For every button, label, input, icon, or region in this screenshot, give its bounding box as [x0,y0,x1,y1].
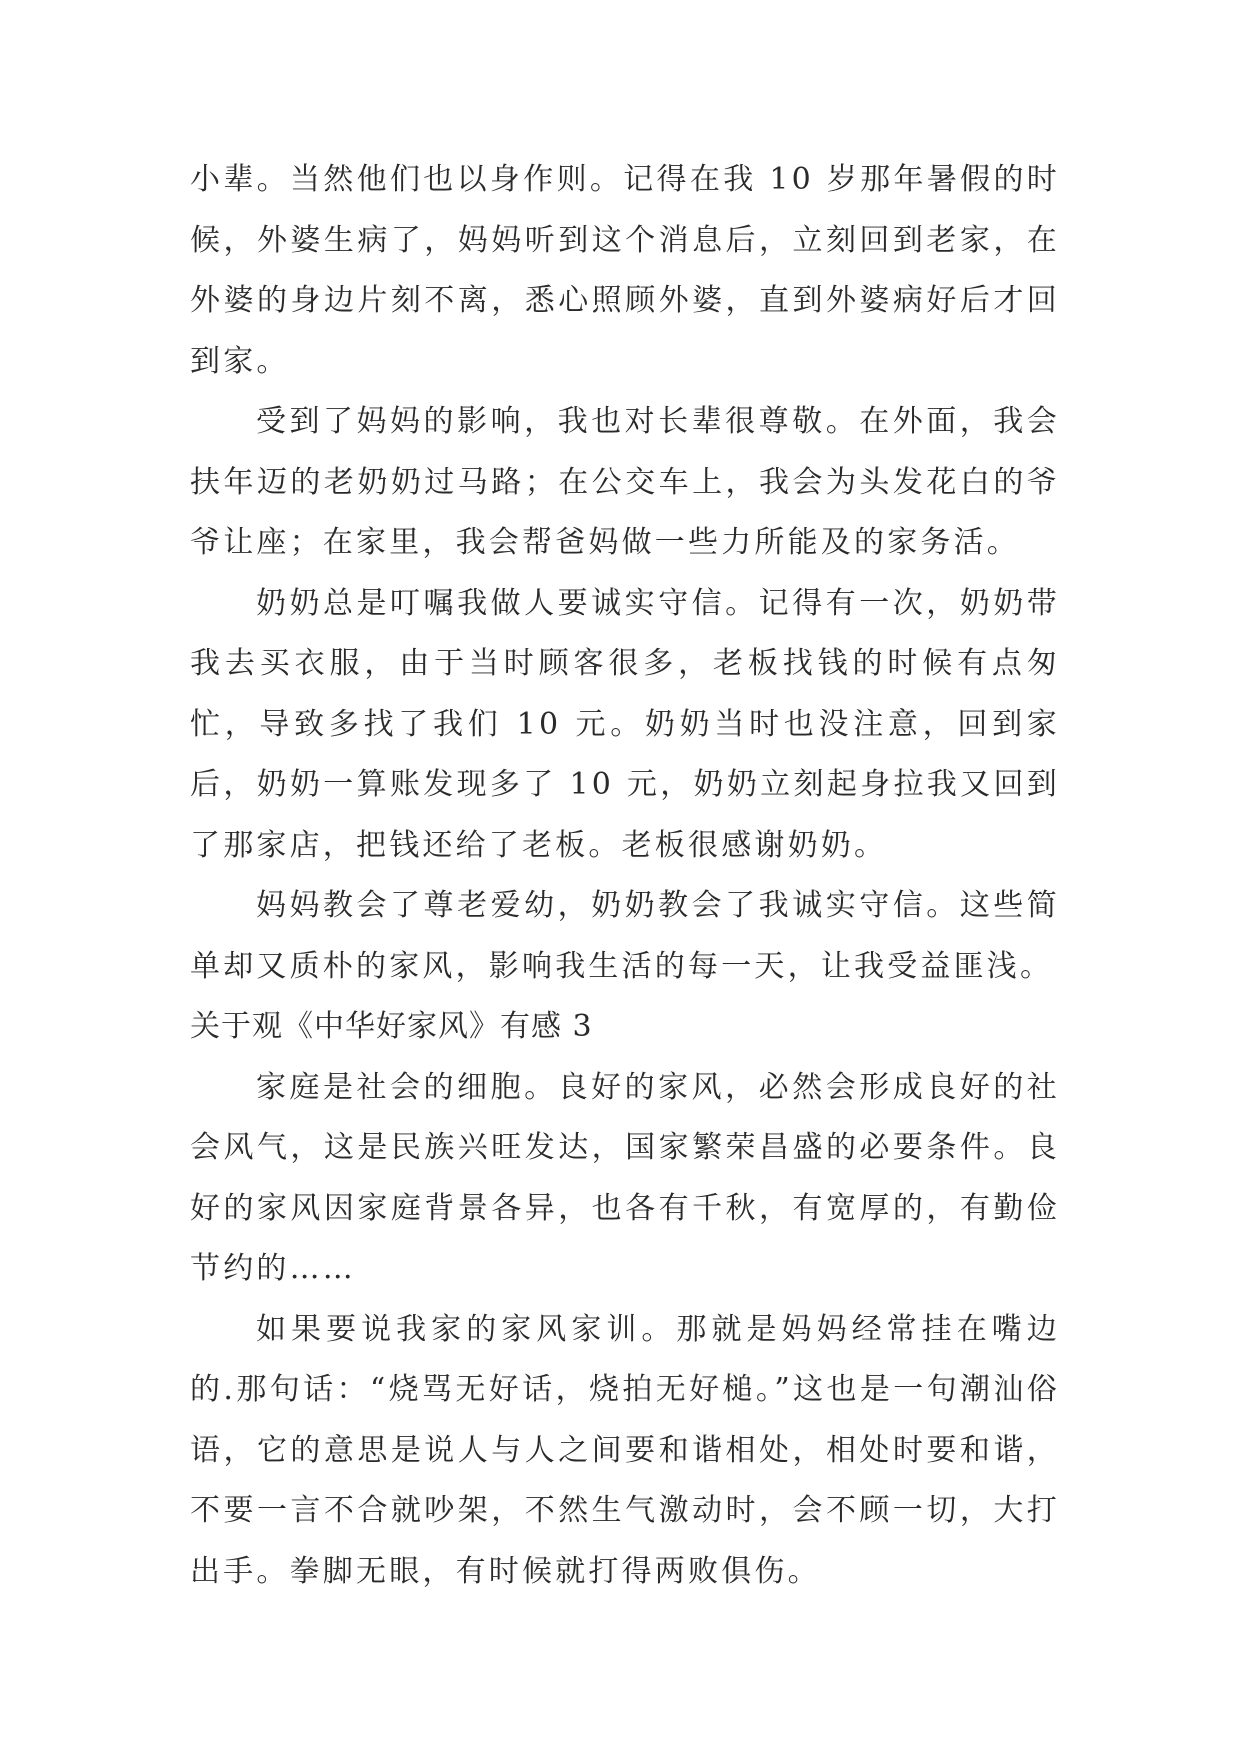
paragraph-3: 奶奶总是叮嘱我做人要诚实守信。记得有一次，奶奶带我去买衣服，由于当时顾客很多，老板找钱的时候有点匆忙，导致多找了我们 10 元。奶奶当时也没注意，回到家后，奶奶一算账发现多了 10 元，奶奶立刻起身拉我又回到了那家店，把钱还给了老板。老板很感谢奶奶。 [190,585,1060,863]
section-paragraph-1: 家庭是社会的细胞。良好的家风，必然会形成良好的社会风气，这是民族兴旺发达，国家繁荣昌盛的必要条件。良好的家风因家庭背景各异，也各有千秋，有宽厚的，有勤俭节约的…… [190,1069,1060,1286]
section-title: 关于观《中华好家风》有感 3 [190,1009,593,1044]
section-paragraph-2: 如果要说我家的家风家训。那就是妈妈经常挂在嘴边的.那句话：“烧骂无好话，烧拍无好槌。”这也是一句潮汕俗语，它的意思是说人与人之间要和谐相处，相处时要和谐，不要一言不合就吵架，不然生气激动时，会不顾一切，大打出手。拳脚无眼，有时候就打得两败俱伤。 [190,1311,1060,1589]
paragraph-1: 小辈。当然他们也以身作则。记得在我 10 岁那年暑假的时候，外婆生病了，妈妈听到这个消息后，立刻回到老家，在外婆的身边片刻不离，悉心照顾外婆，直到外婆病好后才回到家。 [190,162,1060,379]
paragraph-4: 妈妈教会了尊老爱幼，奶奶教会了我诚实守信。这些简单却又质朴的家风，影响我生活的每一天，让我受益匪浅。 [190,888,1060,984]
paragraph-2: 受到了妈妈的影响，我也对长辈很尊敬。在外面，我会扶年迈的老奶奶过马路；在公交车上，我会为头发花白的爷爷让座；在家里，我会帮爸妈做一些力所能及的家务活。 [190,404,1060,560]
document-body [190,150,1060,1602]
